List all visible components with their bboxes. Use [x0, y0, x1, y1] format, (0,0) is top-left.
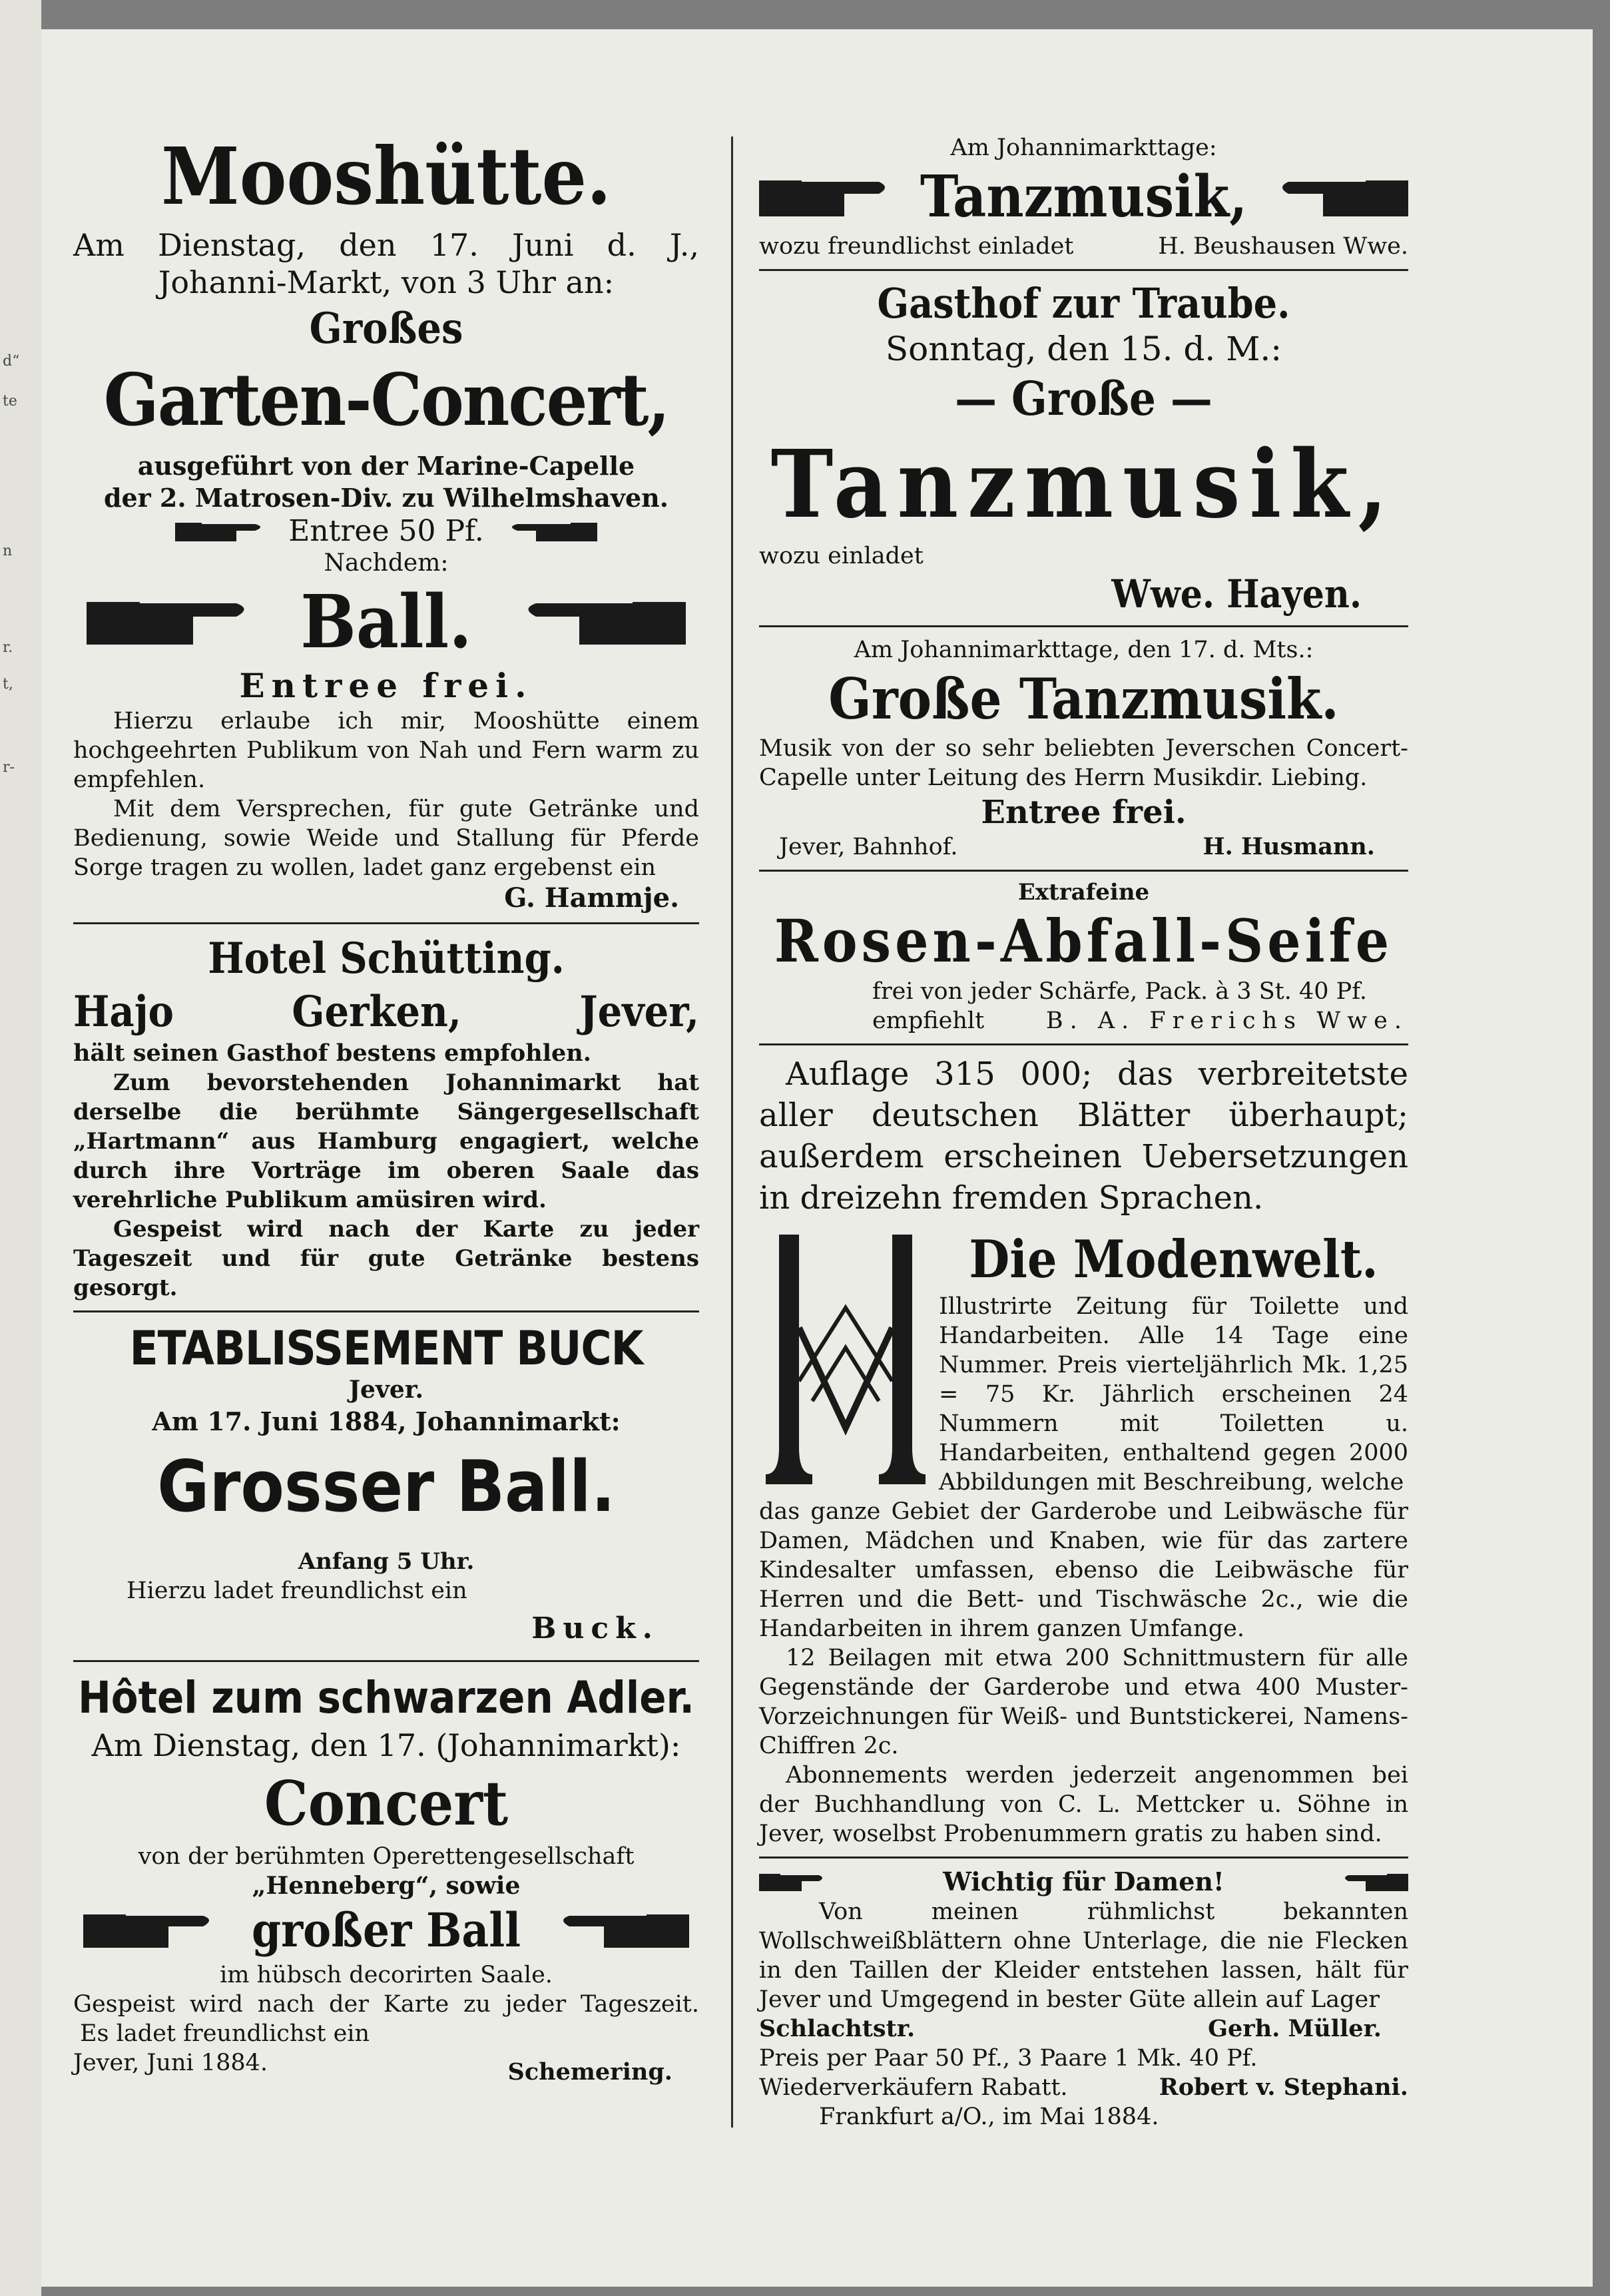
ad-text: Zum bevorstehenden Johannimarkt hat derselbe die berühmte Sängergesellschaft „Hartmann“ aus Hamburg engagiert, welche durch ihre Vorträge im oberen Saale das verehrliche Publikum amüsiren wird.	[73, 1069, 699, 1213]
ad-text: „Henneberg“, sowie	[252, 1872, 521, 1900]
ad-text: Wiederverkäufern Rabatt.	[759, 2074, 1068, 2101]
ad-text: von der berühmten Operettengesellschaft	[138, 1843, 635, 1870]
section-divider	[759, 625, 1408, 627]
pointing-hand-icon	[87, 589, 253, 655]
ad-text: im hübsch decorirten Saale.	[220, 1962, 553, 1988]
ad-text: Abonnements werden jederzeit angenommen bei der Buchhandlung von C. L. Mettcker u. Söhne in Jever, woselbst Probenummern gratis zu haben sind.	[759, 1762, 1408, 1847]
ad-text: Am Johannimarkttage, den 17. d. Mts.:	[854, 637, 1314, 663]
ad-text: Mit dem Versprechen, für gute Getränke und Bedienung, sowie Weide und Stallung für Pferde Sorge tragen zu wollen, ladet ganz ergebenst ein	[73, 796, 699, 881]
ad-headline: Tanzmusik,	[770, 430, 1397, 539]
pointing-hand-icon	[519, 589, 686, 655]
ad-text: das ganze Gebiet der Garderobe und Leibwäsche für Damen, Mädchen und Knaben, wie für das zartere Kindesalter umfassen, ebenso die Leibwäsche für Herren und die Bett- und Tischwäsche 2c., wie die Handarbeiten in ihrem ganzen Umfange.	[759, 1498, 1408, 1642]
ad-signature: Buck.	[531, 1611, 659, 1645]
left-column	[73, 100, 699, 2087]
ad-headline: Ball.	[300, 579, 472, 665]
ad-title: Hôtel zum schwarzen Adler.	[78, 1672, 694, 1723]
ad-subtitle: Großes	[309, 304, 463, 354]
ad-title: ETABLISSEMENT BUCK	[129, 1321, 643, 1376]
ad-mooshuette	[73, 127, 699, 914]
ad-price: Entree 50 Pf.	[288, 514, 484, 548]
ad-text: Schlachtstr.	[759, 2015, 916, 2042]
ad-place: Frankfurt a/O., im Mai 1884.	[819, 2104, 1159, 2130]
pointing-hand-icon	[1342, 1868, 1408, 1895]
ad-subtitle: Hajo Gerken, Jever,	[73, 987, 699, 1037]
ad-text: frei von jeder Schärfe, Pack. à 3 St. 40 Pf.	[872, 978, 1368, 1005]
ad-title: Mooshütte.	[161, 130, 611, 222]
section-divider	[759, 1857, 1408, 1859]
ad-subtitle: Entree frei.	[981, 794, 1187, 831]
ad-text: Gespeist wird nach der Karte zu jeder Tageszeit.	[73, 1991, 699, 2018]
ad-text: Extrafeine	[1017, 879, 1150, 906]
ad-subtitle: — Große —	[955, 371, 1212, 426]
ad-etablissement-buck	[73, 1320, 699, 1652]
ad-text: Jever.	[349, 1376, 423, 1404]
ad-wichtig-fuer-damen	[759, 1866, 1408, 2132]
ad-signature: Robert v. Stephani.	[1159, 2074, 1408, 2101]
ad-text: wozu einladet	[759, 543, 924, 569]
ad-modenwelt	[759, 1053, 1408, 1849]
column-divider	[731, 137, 733, 2128]
section-divider	[73, 1310, 699, 1312]
ad-headline: Tanzmusik,	[920, 163, 1248, 230]
bleed-text: te	[3, 393, 17, 410]
ad-text: 12 Beilagen mit etwa 200 Schnittmustern für alle Gegenstände der Garderobe und etwa 400 Muster-Vorzeichnungen für Weiß- und Buntstickerei, Namens-Chiffren 2c.	[759, 1645, 1408, 1759]
ad-title: Die Modenwelt.	[969, 1229, 1378, 1290]
ad-text: Auflage 315 000; das verbreitetste aller deutschen Blätter überhaupt; außerdem erscheinen Uebersetzungen in dreizehn fremden Sprachen.	[759, 1055, 1408, 1217]
bleed-text: r-	[3, 759, 15, 776]
ad-gasthof-traube	[759, 279, 1408, 617]
ad-place: Jever, Juni 1884.	[73, 2050, 268, 2076]
section-divider	[759, 1043, 1408, 1045]
bleed-text: d“	[3, 353, 20, 370]
ad-signature: B. A. Frerichs Wwe.	[1045, 1007, 1408, 1034]
ad-rosen-seife	[759, 880, 1408, 1035]
ad-text: wozu freundlichst einladet	[759, 233, 1074, 260]
ad-text: Hierzu ladet freundlichst ein	[127, 1578, 467, 1604]
bleed-text: t,	[3, 676, 13, 693]
ad-signature: Schemering.	[507, 2058, 672, 2086]
bleed-text: r.	[3, 639, 13, 656]
section-divider	[759, 870, 1408, 872]
ad-price: Preis per Paar 50 Pf., 3 Paare 1 Mk. 40 Pf.	[759, 2045, 1258, 2072]
ad-text: Es ladet freundlichst ein	[80, 2020, 370, 2047]
section-divider	[759, 269, 1408, 271]
ad-headline: Rosen-Abfall-Seife	[774, 906, 1394, 976]
section-divider	[73, 1660, 699, 1662]
ad-signature: H. Husmann.	[1203, 833, 1375, 860]
ad-title: Hotel Schütting.	[208, 934, 565, 984]
ad-hotel-schuetting	[73, 932, 699, 1302]
ad-text: Am Johannimarkttage:	[950, 135, 1217, 161]
ad-place: Jever, Bahnhof.	[779, 834, 958, 860]
ad-date: Sonntag, den 15. d. M.:	[885, 330, 1282, 368]
ad-title: Gasthof zur Traube.	[877, 279, 1290, 328]
pointing-hand-icon	[1275, 167, 1408, 227]
ad-headline: Große Tanzmusik.	[828, 666, 1339, 732]
bleed-text: n	[3, 543, 13, 559]
pointing-hand-icon	[83, 1905, 216, 1956]
ad-text: Gespeist wird nach der Karte zu jeder Tageszeit und für gute Getränke bestens gesorgt.	[73, 1216, 699, 1301]
ad-headline: Concert	[264, 1767, 509, 1839]
modenwelt-monogram-icon	[759, 1228, 939, 1497]
ad-time: Johanni-Markt, von 3 Uhr an:	[158, 264, 615, 300]
ad-date: Am Dienstag, den 17. Juni d. J.,	[73, 227, 699, 263]
ad-text: Hierzu erlaube ich mir, Mooshütte einem hochgeehrten Publikum von Nah und Fern warm zu empfehlen.	[73, 708, 699, 793]
section-divider	[73, 922, 699, 924]
ad-text: Musik von der so sehr beliebten Jeverschen Concert-Capelle unter Leitung des Herrn Musikdir. Liebing.	[759, 735, 1408, 791]
ad-text: ausgeführt von der Marine-Capelle	[137, 451, 635, 481]
ad-grosse-tanzmusik	[759, 635, 1408, 862]
right-column	[759, 133, 1408, 2132]
ad-date: Am 17. Juni 1884, Johannimarkt:	[152, 1406, 621, 1436]
pointing-hand-icon	[759, 167, 892, 227]
ad-text: der 2. Matrosen-Div. zu Wilhelmshaven.	[103, 483, 669, 513]
ad-text: Anfang 5 Uhr.	[298, 1548, 475, 1575]
ad-text: hält seinen Gasthof bestens empfohlen.	[73, 1039, 591, 1067]
ad-signature: H. Beushausen Wwe.	[1158, 233, 1408, 260]
ad-date: Am Dienstag, den 17. (Johannimarkt):	[91, 1727, 681, 1763]
ad-hotel-adler	[73, 1670, 699, 2087]
pointing-hand-icon	[175, 515, 268, 548]
ad-title: Wichtig für Damen!	[943, 1866, 1224, 1896]
ad-subtitle: großer Ball	[251, 1902, 521, 1958]
ad-subtitle: Entree frei.	[239, 666, 533, 705]
ad-tanzmusik-beushausen	[759, 133, 1408, 261]
ad-signature: Wwe. Hayen.	[1111, 571, 1362, 617]
ad-text: Nachdem:	[324, 549, 449, 577]
pointing-hand-icon	[504, 515, 597, 548]
ad-signature: G. Hammje.	[504, 882, 679, 914]
pointing-hand-icon	[759, 1868, 826, 1895]
ad-text: empfiehlt	[872, 1007, 985, 1034]
ad-text: Illustrirte Zeitung für Toilette und Handarbeiten. Alle 14 Tage eine Nummer. Preis vierteljährlich Mk. 1,25 = 75 Kr. Jährlich erscheinen 24 Nummern mit Toiletten u. Handarbeiten, enthaltend gegen 2000 Abbildungen mit Beschreibung, welche	[939, 1293, 1408, 1496]
pointing-hand-icon	[556, 1905, 689, 1956]
ad-signature: Gerh. Müller.	[1208, 2015, 1382, 2042]
adjacent-page-edge	[0, 0, 41, 2296]
ad-headline: Garten-Concert,	[103, 358, 669, 442]
ad-text: Von meinen rühmlichst bekannten Wollschweißblättern ohne Unterlage, die nie Flecken in den Taillen der Kleider entstehen lassen, hält für Jever und Umgegend in bester Güte allein auf Lager	[759, 1898, 1408, 2013]
ad-headline: Grosser Ball.	[157, 1446, 615, 1528]
